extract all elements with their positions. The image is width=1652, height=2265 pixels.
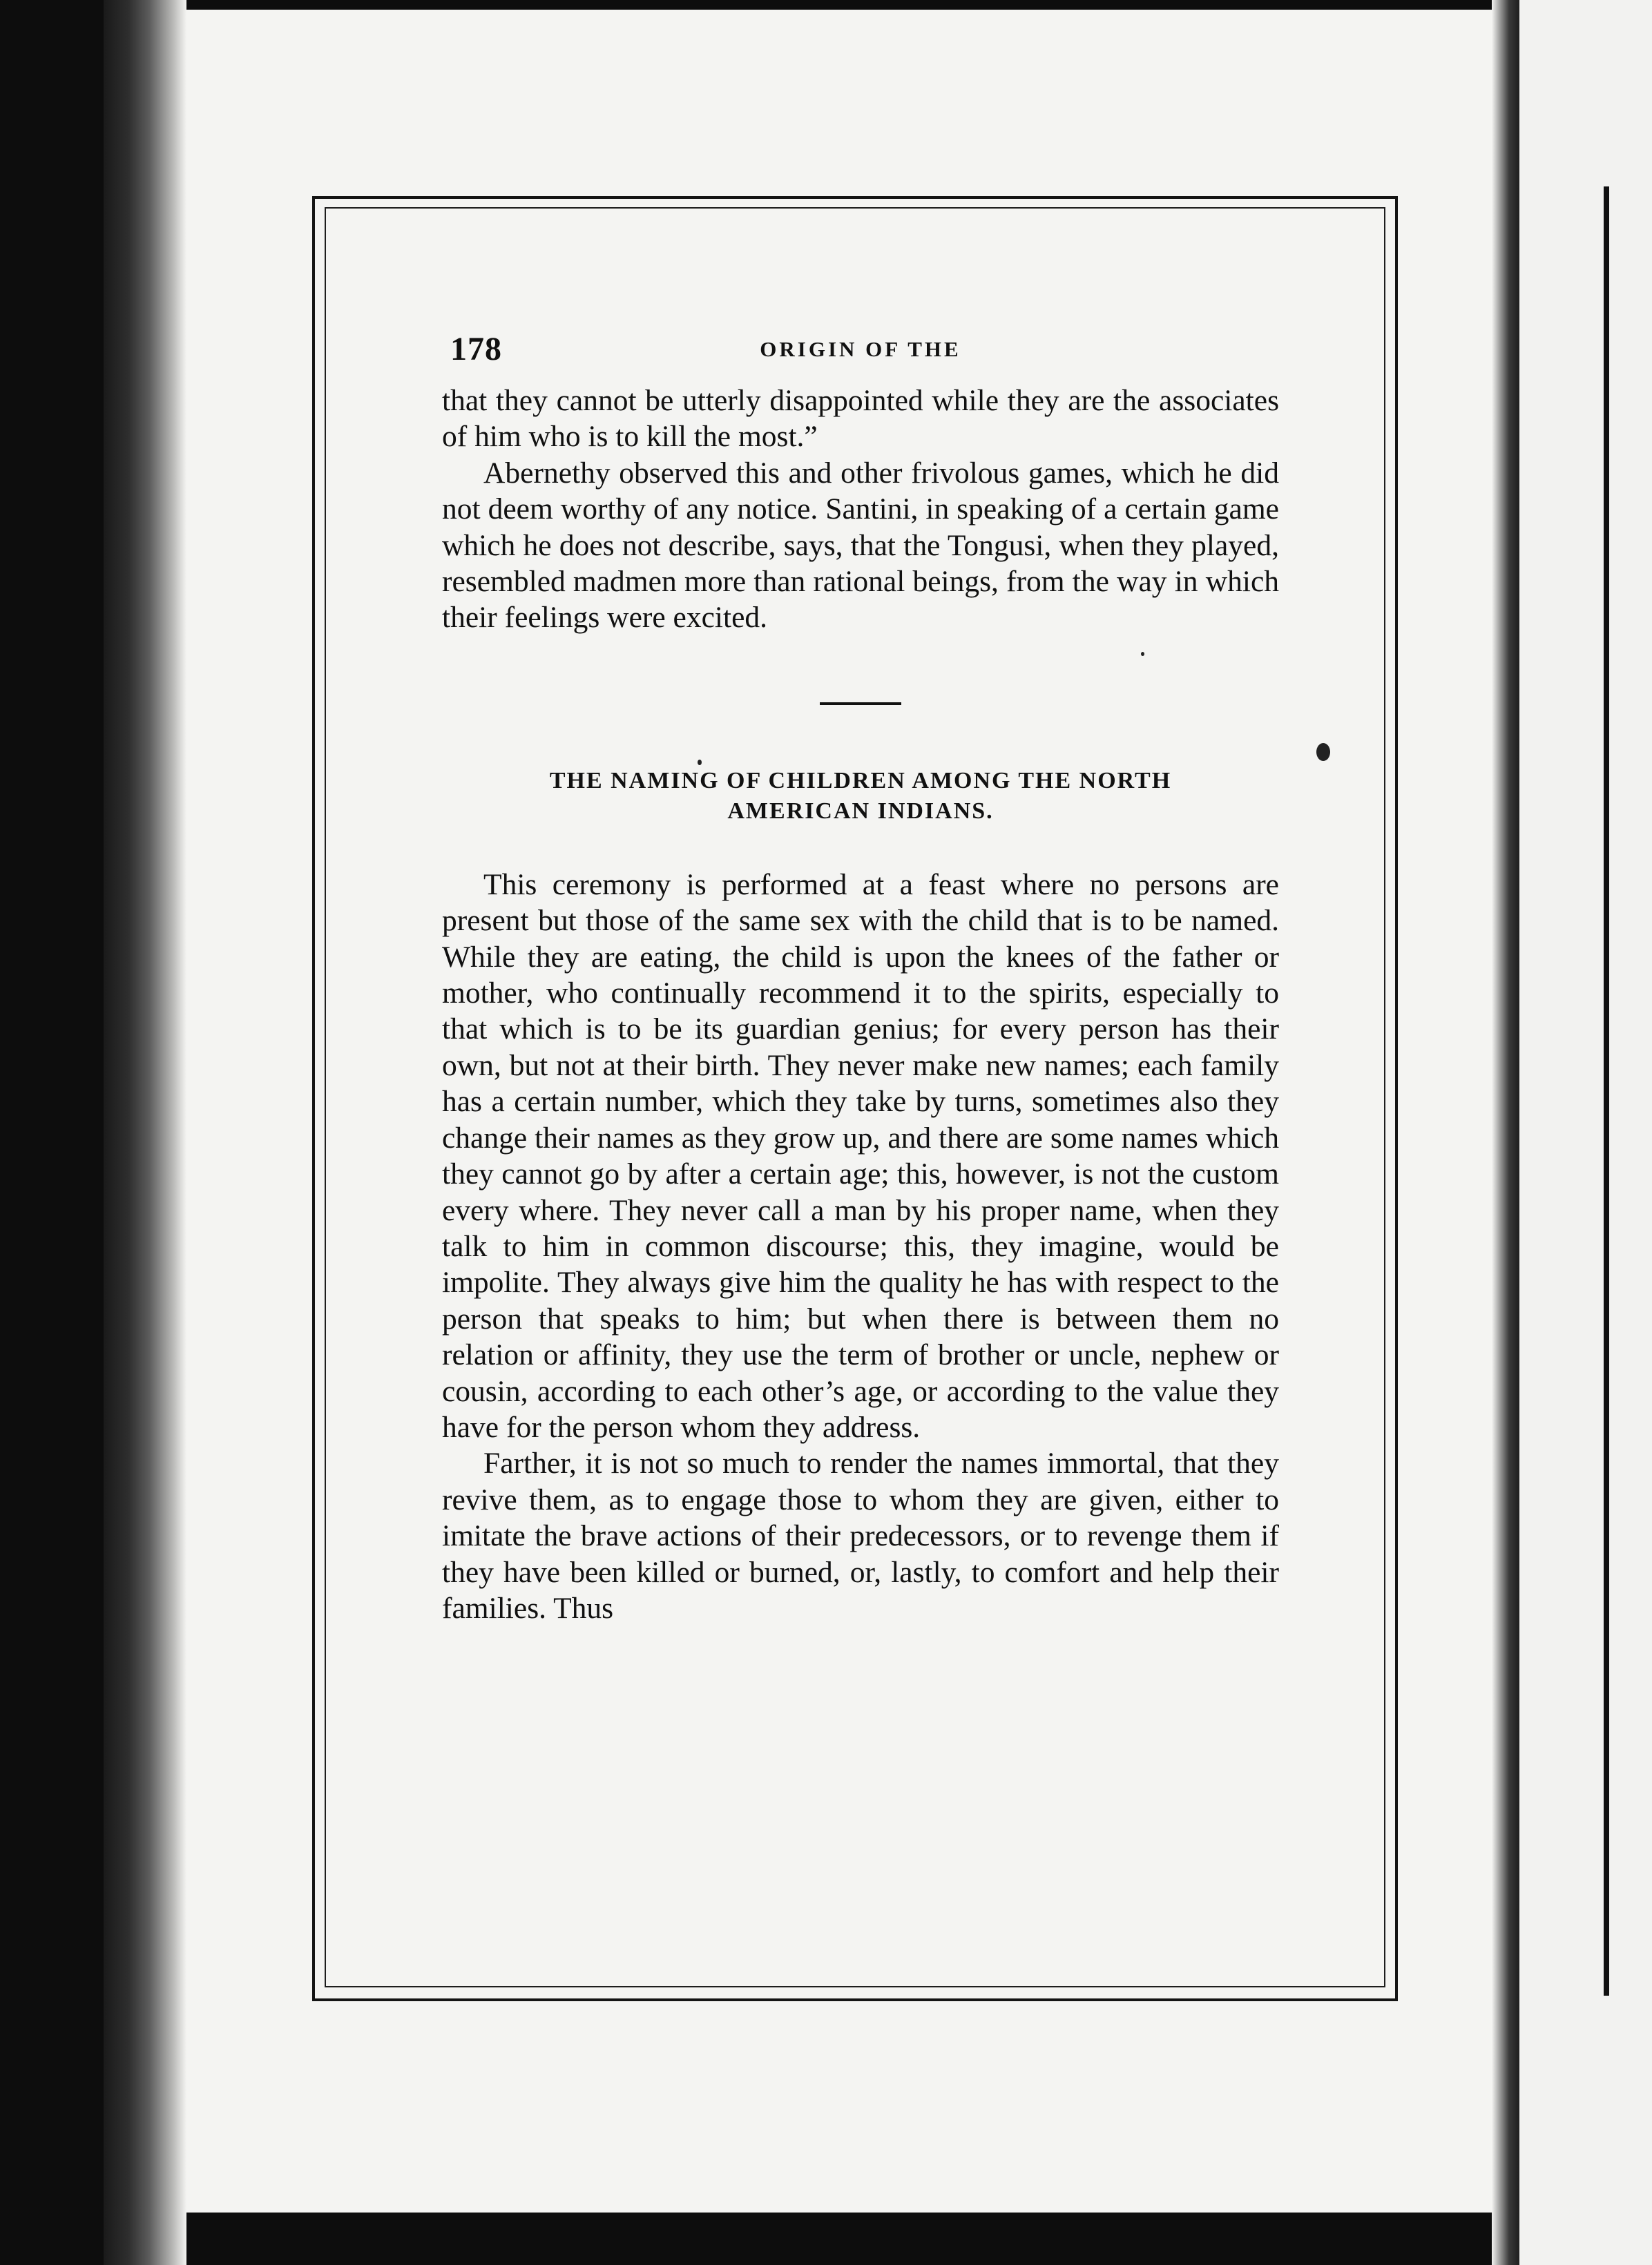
paragraph-farther: Farther, it is not so much to render the names immortal, that they revive them, as to engage those to whom they are given, either to imitate the brave actions of their predecessors, or to revenge them if they have been killed or burned, or, lastly, to comfort and help their families. Thus: [442, 1447, 1279, 1625]
paragraph-abernethy: Abernethy observed this and other frivolous games, which he did not deem worthy of any notice. Santini, in speaking of a certain game which he does not describe, says, that the Tongusi, when they played, resembled madmen more than rational beings, from the way in which their feelings were excited.: [442, 456, 1279, 635]
facing-page-frame-rule: [1604, 186, 1609, 1996]
ink-speck: [1316, 743, 1330, 761]
section-title: [442, 766, 1279, 827]
facing-page-edge: [1519, 0, 1652, 2265]
page-binding-shadow: [104, 0, 186, 2265]
page-number: 178: [450, 331, 502, 367]
section-title-line-1: THE NAMING OF CHILDREN AMONG THE NORTH: [549, 767, 1172, 793]
section-divider: [820, 702, 901, 705]
page-header: [442, 325, 1279, 383]
running-head: ORIGIN OF THE: [760, 337, 961, 361]
section-title-line-2: AMERICAN INDIANS.: [727, 798, 994, 824]
paragraph-continuation: that they cannot be utterly disappointed while they are the associates of him who is to kill the most.”: [442, 384, 1279, 454]
page-text: [442, 325, 1279, 1626]
paragraph-ceremony: This ceremony is performed at a feast where no persons are present but those of the same sex with the child that is to be named. While they are eating, the child is upon the knees of the father or mother, who continually recommend it to the spirits, especially to that which is to be its guardian genius; for every person has their own, but not at their birth. They never make new names; each family has a certain number, which they take by turns, sometimes also they change their names as they grow up, and there are some names which they cannot go by after a certain age; this, however, is not the custom every where. They never call a man by his proper name, when they talk to him in common discourse; this, they imagine, would be impolite. They always give him the quality he has with respect to the person that speaks to him; but when there is between them no relation or affinity, they use the term of brother or uncle, nephew or cousin, according to each other’s age, or according to the value they have for the person whom they address.: [442, 867, 1279, 1444]
